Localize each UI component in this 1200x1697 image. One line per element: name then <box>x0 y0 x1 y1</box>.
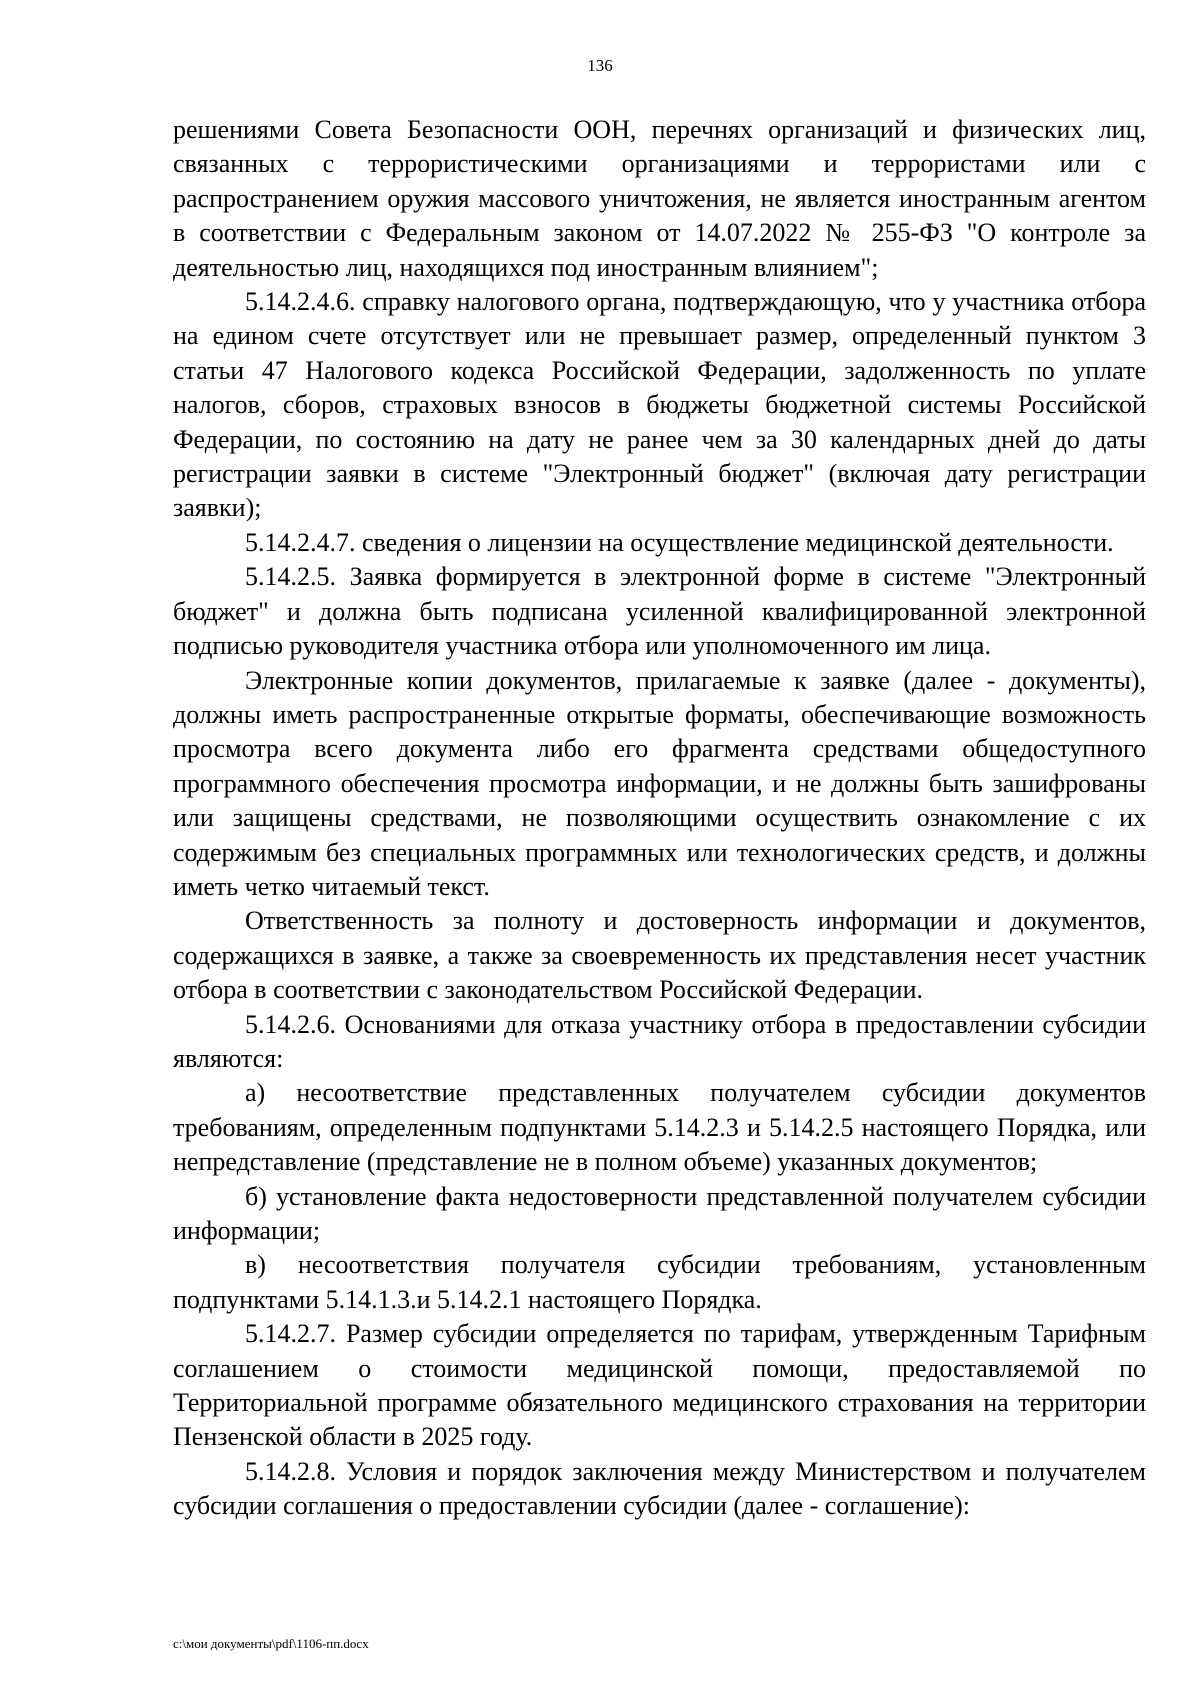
document-body <box>173 113 1146 1524</box>
paragraph: 5.14.2.8. Условия и порядок заключения между Министерством и получателем субсидии соглашения о предоставлении субсидии (далее - соглашение): <box>173 1456 1146 1521</box>
paragraph: 5.14.2.4.6. справку налогового органа, подтверждающую, что у участника отбора на едином счете отсутствует или не превышает размер, определенный пунктом 3 статьи 47 Налогового кодекса Российской Федерации, задолженность по уплате налогов, сборов, страховых взносов в бюджеты бюджетной системы Российской Федерации, по состоянию на дату не ранее чем за 30 календарных дней до даты регистрации заявки в системе "Электронный бюджет" (включая дату регистрации заявки); <box>173 287 1146 523</box>
footer-file-path: c:\мои документы\pdf\1106-пп.docx <box>173 1636 369 1651</box>
paragraph: 5.14.2.5. Заявка формируется в электронной форме в системе "Электронный бюджет" и должна быть подписана усиленной квалифицированной электронной подписью руководителя участника отбора или уполномоченного им лица. <box>173 562 1146 661</box>
paragraph: 5.14.2.4.7. сведения о лицензии на осуществление медицинской деятельности. <box>245 527 1114 557</box>
paragraph: а) несоответствие представленных получателем субсидии документов требованиям, определенным подпунктами 5.14.2.3 и 5.14.2.5 настоящего Порядка, или непредставление (представление не в полном объеме) указанных документов; <box>173 1078 1146 1177</box>
paragraph: 5.14.2.6. Основаниями для отказа участнику отбора в предоставлении субсидии являются: <box>173 1009 1146 1073</box>
paragraph: Ответственность за полноту и достоверность информации и документов, содержащихся в заявке, а также за своевременность их представления несет участник отбора в соответствии с законодательством Российской Федерации. <box>173 906 1146 1005</box>
page-number: 136 <box>587 56 613 75</box>
paragraph: Электронные копии документов, прилагаемые к заявке (далее - документы), должны иметь распространенные открытые форматы, обеспечивающие возможность просмотра всего документа либо его фрагмента средствами общедоступного программного обеспечения просмотра информации, и не должны быть зашифрованы или защищены средствами, не позволяющими осуществить ознакомление с их содержимым без специальных программных или технологических средств, и должны иметь четко читаемый текст. <box>173 665 1146 901</box>
paragraph: б) установление факта недостоверности представленной получателем субсидии информации; <box>173 1181 1146 1245</box>
paragraph: решениями Совета Безопасности ООН, перечнях организаций и физических лиц, связанных с террористическими организациями и террористами или с распространением оружия массового уничтожения, не является иностранным агентом в соответствии с Федеральным законом от 14.07.2022 № 255-ФЗ "О контроле за деятельностью лиц, находящихся под иностранным влиянием"; <box>173 115 1146 282</box>
paragraph: 5.14.2.7. Размер субсидии определяется по тарифам, утвержденным Тарифным соглашением о стоимости медицинской помощи, предоставляемой по Территориальной программе обязательного медицинского страхования на территории Пензенской области в 2025 году. <box>173 1319 1146 1452</box>
paragraph: в) несоответствия получателя субсидии требованиям, установленным подпунктами 5.14.1.3.и 5.14.2.1 настоящего Порядка. <box>173 1250 1146 1314</box>
